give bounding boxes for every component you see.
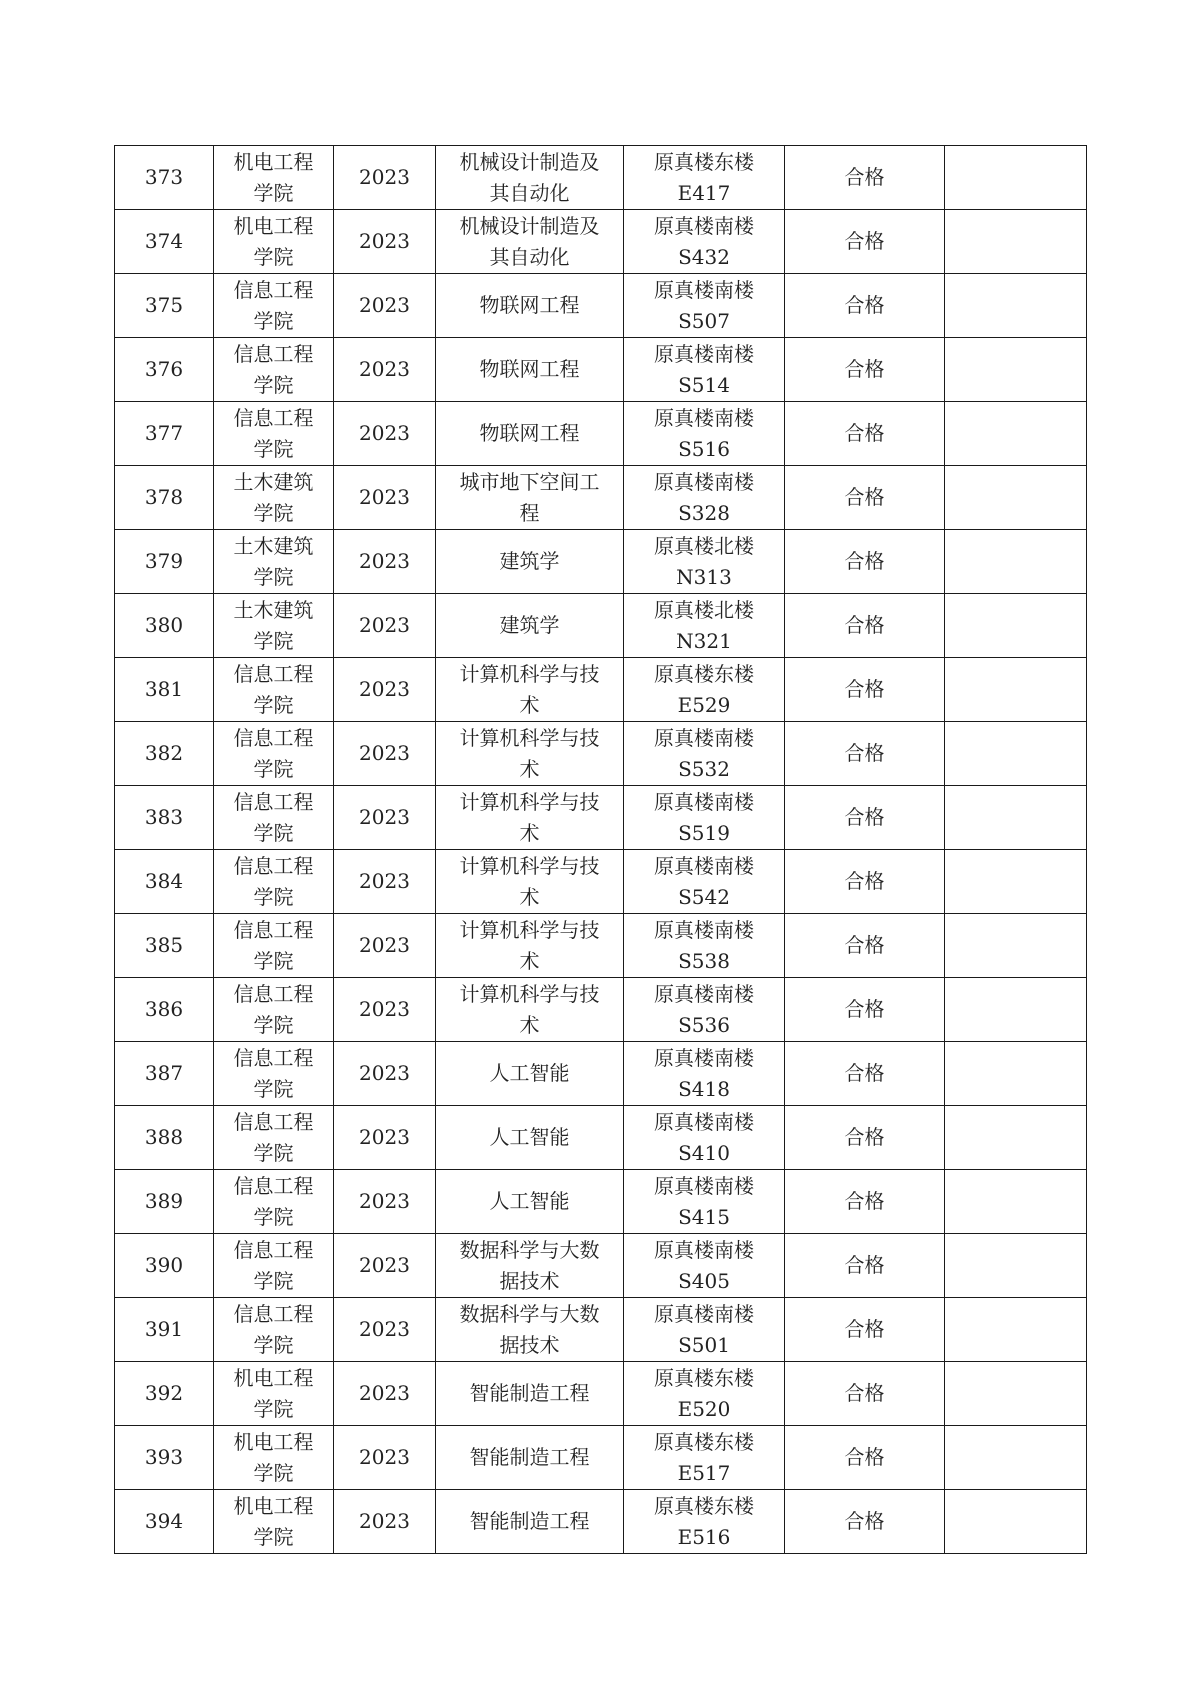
cell-college-line: 学院 xyxy=(253,180,294,205)
cell-note xyxy=(945,530,1087,594)
table-row xyxy=(115,1426,1087,1490)
cell-room xyxy=(624,1234,785,1298)
cell-room-line: S405 xyxy=(678,1268,730,1293)
cell-result: 合格 xyxy=(785,1426,945,1490)
cell-major xyxy=(436,210,624,274)
cell-major xyxy=(436,1362,624,1426)
cell-note xyxy=(945,146,1087,210)
cell-room-line: E517 xyxy=(677,1460,731,1485)
cell-college xyxy=(214,658,334,722)
cell-major-line: 其自动化 xyxy=(489,244,570,269)
cell-college xyxy=(214,594,334,658)
table-row xyxy=(115,1362,1087,1426)
cell-room xyxy=(624,1490,785,1554)
cell-room-line: 原真楼南楼 xyxy=(654,277,754,302)
cell-result: 合格 xyxy=(785,146,945,210)
cell-year: 2023 xyxy=(334,1490,436,1554)
cell-room-line: S532 xyxy=(678,756,730,781)
cell-major-line: 智能制造工程 xyxy=(469,1445,590,1469)
cell-result: 合格 xyxy=(785,786,945,850)
cell-room-line: 原真楼南楼 xyxy=(654,725,754,750)
cell-college-line: 机电工程 xyxy=(233,1429,314,1454)
cell-college-line: 信息工程 xyxy=(233,917,314,942)
cell-college-line: 学院 xyxy=(253,948,294,973)
cell-year: 2023 xyxy=(334,530,436,594)
cell-room-line: 原真楼南楼 xyxy=(654,853,754,878)
cell-college-line: 信息工程 xyxy=(233,661,314,686)
cell-note xyxy=(945,210,1087,274)
cell-room xyxy=(624,210,785,274)
cell-major-line: 术 xyxy=(519,948,540,973)
cell-room xyxy=(624,1170,785,1234)
cell-note xyxy=(945,466,1087,530)
cell-major xyxy=(436,786,624,850)
cell-note xyxy=(945,786,1087,850)
cell-room-line: E529 xyxy=(677,692,731,717)
cell-year: 2023 xyxy=(334,594,436,658)
cell-year: 2023 xyxy=(334,1362,436,1426)
cell-room-line: S507 xyxy=(678,308,730,333)
cell-college xyxy=(214,786,334,850)
cell-result: 合格 xyxy=(785,338,945,402)
cell-college-line: 土木建筑 xyxy=(233,533,314,558)
cell-college-line: 机电工程 xyxy=(233,1493,314,1518)
cell-year: 2023 xyxy=(334,850,436,914)
cell-result: 合格 xyxy=(785,530,945,594)
cell-room-line: S410 xyxy=(678,1140,730,1165)
cell-college xyxy=(214,274,334,338)
cell-college-line: 信息工程 xyxy=(233,1045,314,1070)
cell-college-line: 学院 xyxy=(253,1524,294,1549)
cell-college xyxy=(214,1490,334,1554)
cell-note xyxy=(945,1298,1087,1362)
cell-room-line: S519 xyxy=(678,820,730,845)
cell-year: 2023 xyxy=(334,146,436,210)
cell-college-line: 机电工程 xyxy=(233,149,314,174)
cell-number: 386 xyxy=(115,978,214,1042)
cell-year: 2023 xyxy=(334,1298,436,1362)
cell-major xyxy=(436,1170,624,1234)
cell-number: 375 xyxy=(115,274,214,338)
cell-result: 合格 xyxy=(785,1042,945,1106)
table-row xyxy=(115,1234,1087,1298)
cell-result: 合格 xyxy=(785,1106,945,1170)
cell-major-line: 计算机科学与技 xyxy=(459,981,600,1006)
cell-result: 合格 xyxy=(785,594,945,658)
cell-result: 合格 xyxy=(785,978,945,1042)
cell-number: 390 xyxy=(115,1234,214,1298)
cell-note xyxy=(945,1170,1087,1234)
cell-year: 2023 xyxy=(334,978,436,1042)
cell-college xyxy=(214,1170,334,1234)
cell-major-line: 智能制造工程 xyxy=(469,1509,590,1533)
cell-college-line: 学院 xyxy=(253,1076,294,1101)
cell-college-line: 学院 xyxy=(253,628,294,653)
cell-major-line: 计算机科学与技 xyxy=(459,917,600,942)
cell-room-line: E417 xyxy=(677,180,731,205)
cell-number: 374 xyxy=(115,210,214,274)
cell-major-line: 程 xyxy=(519,500,540,525)
cell-room xyxy=(624,530,785,594)
cell-college-line: 机电工程 xyxy=(233,213,314,238)
cell-major-line: 人工智能 xyxy=(489,1125,570,1149)
cell-college xyxy=(214,1042,334,1106)
cell-major-line: 数据科学与大数 xyxy=(459,1301,600,1326)
cell-college xyxy=(214,530,334,594)
cell-room xyxy=(624,786,785,850)
cell-number: 385 xyxy=(115,914,214,978)
table-row xyxy=(115,338,1087,402)
cell-college-line: 信息工程 xyxy=(233,1237,314,1262)
cell-room xyxy=(624,338,785,402)
cell-note xyxy=(945,1042,1087,1106)
cell-major xyxy=(436,722,624,786)
cell-year: 2023 xyxy=(334,338,436,402)
cell-room xyxy=(624,1298,785,1362)
cell-college-line: 机电工程 xyxy=(233,1365,314,1390)
cell-year: 2023 xyxy=(334,722,436,786)
cell-note xyxy=(945,722,1087,786)
cell-note xyxy=(945,850,1087,914)
table-row xyxy=(115,978,1087,1042)
cell-number: 391 xyxy=(115,1298,214,1362)
cell-college xyxy=(214,1426,334,1490)
cell-major-line: 术 xyxy=(519,1012,540,1037)
cell-note xyxy=(945,594,1087,658)
cell-room-line: 原真楼南楼 xyxy=(654,789,754,814)
cell-room xyxy=(624,722,785,786)
cell-number: 376 xyxy=(115,338,214,402)
table-row xyxy=(115,530,1087,594)
cell-college-line: 学院 xyxy=(253,564,294,589)
cell-year: 2023 xyxy=(334,1042,436,1106)
cell-major xyxy=(436,146,624,210)
cell-college-line: 学院 xyxy=(253,820,294,845)
cell-college-line: 学院 xyxy=(253,1460,294,1485)
cell-number: 384 xyxy=(115,850,214,914)
cell-year: 2023 xyxy=(334,1234,436,1298)
cell-room-line: S542 xyxy=(678,884,730,909)
cell-major-line: 术 xyxy=(519,820,540,845)
cell-college-line: 信息工程 xyxy=(233,277,314,302)
cell-result: 合格 xyxy=(785,1298,945,1362)
cell-result: 合格 xyxy=(785,402,945,466)
cell-college xyxy=(214,978,334,1042)
table-row xyxy=(115,210,1087,274)
cell-major-line: 术 xyxy=(519,756,540,781)
cell-room-line: 原真楼南楼 xyxy=(654,1237,754,1262)
cell-major-line: 建筑学 xyxy=(499,613,560,637)
cell-major-line: 其自动化 xyxy=(489,180,570,205)
cell-result: 合格 xyxy=(785,466,945,530)
cell-year: 2023 xyxy=(334,274,436,338)
cell-room xyxy=(624,594,785,658)
cell-college xyxy=(214,210,334,274)
cell-year: 2023 xyxy=(334,402,436,466)
cell-major-line: 术 xyxy=(519,692,540,717)
cell-number: 381 xyxy=(115,658,214,722)
cell-college-line: 信息工程 xyxy=(233,405,314,430)
cell-number: 392 xyxy=(115,1362,214,1426)
cell-room-line: 原真楼南楼 xyxy=(654,917,754,942)
cell-major-line: 计算机科学与技 xyxy=(459,725,600,750)
cell-room xyxy=(624,850,785,914)
cell-major-line: 人工智能 xyxy=(489,1061,570,1085)
cell-result: 合格 xyxy=(785,1362,945,1426)
table-body xyxy=(115,146,1087,1554)
cell-room xyxy=(624,658,785,722)
cell-major xyxy=(436,978,624,1042)
cell-year: 2023 xyxy=(334,210,436,274)
cell-result: 合格 xyxy=(785,850,945,914)
cell-room-line: 原真楼南楼 xyxy=(654,1045,754,1070)
cell-college-line: 学院 xyxy=(253,1268,294,1293)
table-row xyxy=(115,146,1087,210)
cell-room xyxy=(624,146,785,210)
cell-note xyxy=(945,658,1087,722)
cell-major-line: 术 xyxy=(519,884,540,909)
table-row xyxy=(115,1106,1087,1170)
cell-year: 2023 xyxy=(334,1170,436,1234)
cell-result: 合格 xyxy=(785,1170,945,1234)
cell-room xyxy=(624,466,785,530)
cell-room-line: S328 xyxy=(678,500,730,525)
cell-number: 383 xyxy=(115,786,214,850)
cell-college-line: 学院 xyxy=(253,308,294,333)
cell-room-line: N313 xyxy=(676,564,732,589)
cell-room-line: 原真楼东楼 xyxy=(654,661,754,686)
table-row xyxy=(115,722,1087,786)
cell-year: 2023 xyxy=(334,1426,436,1490)
cell-major xyxy=(436,402,624,466)
cell-college-line: 土木建筑 xyxy=(233,469,314,494)
cell-room-line: S432 xyxy=(678,244,730,269)
cell-major-line: 计算机科学与技 xyxy=(459,789,600,814)
cell-college-line: 学院 xyxy=(253,244,294,269)
cell-year: 2023 xyxy=(334,786,436,850)
cell-number: 388 xyxy=(115,1106,214,1170)
cell-year: 2023 xyxy=(334,658,436,722)
cell-room-line: 原真楼南楼 xyxy=(654,1173,754,1198)
cell-college-line: 信息工程 xyxy=(233,981,314,1006)
cell-major-line: 数据科学与大数 xyxy=(459,1237,600,1262)
cell-college-line: 信息工程 xyxy=(233,725,314,750)
cell-result: 合格 xyxy=(785,210,945,274)
cell-college xyxy=(214,914,334,978)
cell-major-line: 计算机科学与技 xyxy=(459,853,600,878)
cell-room-line: 原真楼北楼 xyxy=(654,533,754,558)
table-row xyxy=(115,402,1087,466)
cell-result: 合格 xyxy=(785,1490,945,1554)
cell-college-line: 信息工程 xyxy=(233,1173,314,1198)
cell-room-line: 原真楼东楼 xyxy=(654,1365,754,1390)
cell-college-line: 学院 xyxy=(253,436,294,461)
table-row xyxy=(115,594,1087,658)
cell-college xyxy=(214,1106,334,1170)
cell-note xyxy=(945,1426,1087,1490)
cell-major xyxy=(436,1234,624,1298)
table-row xyxy=(115,658,1087,722)
table-row xyxy=(115,1490,1087,1554)
cell-college-line: 学院 xyxy=(253,500,294,525)
cell-room-line: S516 xyxy=(678,436,730,461)
cell-major-line: 物联网工程 xyxy=(479,293,580,317)
table-row xyxy=(115,1042,1087,1106)
cell-college-line: 学院 xyxy=(253,1140,294,1165)
cell-room-line: 原真楼南楼 xyxy=(654,981,754,1006)
cell-major-line: 据技术 xyxy=(499,1332,560,1357)
table-row xyxy=(115,466,1087,530)
cell-major xyxy=(436,594,624,658)
cell-room-line: 原真楼东楼 xyxy=(654,1429,754,1454)
cell-number: 378 xyxy=(115,466,214,530)
cell-year: 2023 xyxy=(334,1106,436,1170)
cell-note xyxy=(945,1490,1087,1554)
cell-room-line: S418 xyxy=(678,1076,730,1101)
cell-number: 393 xyxy=(115,1426,214,1490)
cell-room-line: E520 xyxy=(677,1396,731,1421)
cell-major-line: 城市地下空间工 xyxy=(459,469,600,494)
cell-number: 387 xyxy=(115,1042,214,1106)
cell-major-line: 人工智能 xyxy=(489,1189,570,1213)
cell-year: 2023 xyxy=(334,914,436,978)
cell-room-line: S514 xyxy=(678,372,730,397)
cell-major xyxy=(436,914,624,978)
cell-college-line: 学院 xyxy=(253,1396,294,1421)
cell-major xyxy=(436,1298,624,1362)
cell-room-line: S415 xyxy=(678,1204,730,1229)
cell-room xyxy=(624,978,785,1042)
cell-room-line: 原真楼东楼 xyxy=(654,149,754,174)
cell-note xyxy=(945,1362,1087,1426)
table-row xyxy=(115,274,1087,338)
cell-room-line: S538 xyxy=(678,948,730,973)
cell-major-line: 机械设计制造及 xyxy=(459,149,600,174)
cell-college xyxy=(214,850,334,914)
cell-room-line: 原真楼南楼 xyxy=(654,1109,754,1134)
cell-note xyxy=(945,1106,1087,1170)
cell-room xyxy=(624,1426,785,1490)
cell-note xyxy=(945,338,1087,402)
cell-major-line: 智能制造工程 xyxy=(469,1381,590,1405)
cell-major-line: 据技术 xyxy=(499,1268,560,1293)
cell-result: 合格 xyxy=(785,274,945,338)
cell-major-line: 机械设计制造及 xyxy=(459,213,600,238)
cell-college xyxy=(214,1298,334,1362)
inspection-results-table xyxy=(114,145,1087,1554)
cell-major xyxy=(436,1042,624,1106)
cell-college-line: 学院 xyxy=(253,372,294,397)
cell-room xyxy=(624,402,785,466)
cell-room-line: S501 xyxy=(678,1332,730,1357)
cell-college-line: 土木建筑 xyxy=(233,597,314,622)
cell-college xyxy=(214,1362,334,1426)
cell-major xyxy=(436,1106,624,1170)
cell-number: 394 xyxy=(115,1490,214,1554)
cell-room-line: 原真楼北楼 xyxy=(654,597,754,622)
cell-room xyxy=(624,914,785,978)
cell-room xyxy=(624,274,785,338)
cell-result: 合格 xyxy=(785,914,945,978)
cell-room-line: 原真楼南楼 xyxy=(654,469,754,494)
cell-college xyxy=(214,338,334,402)
cell-room-line: E516 xyxy=(677,1524,731,1549)
cell-number: 380 xyxy=(115,594,214,658)
cell-college-line: 信息工程 xyxy=(233,341,314,366)
table-row xyxy=(115,914,1087,978)
cell-major xyxy=(436,338,624,402)
table-row xyxy=(115,1170,1087,1234)
cell-room-line: 原真楼南楼 xyxy=(654,213,754,238)
cell-college-line: 信息工程 xyxy=(233,1301,314,1326)
cell-major xyxy=(436,850,624,914)
cell-college xyxy=(214,146,334,210)
table-row xyxy=(115,786,1087,850)
cell-major-line: 建筑学 xyxy=(499,549,560,573)
cell-college xyxy=(214,722,334,786)
cell-room xyxy=(624,1106,785,1170)
cell-college-line: 学院 xyxy=(253,1332,294,1357)
cell-room xyxy=(624,1362,785,1426)
cell-room-line: 原真楼南楼 xyxy=(654,1301,754,1326)
cell-major xyxy=(436,658,624,722)
cell-note xyxy=(945,978,1087,1042)
cell-room-line: 原真楼南楼 xyxy=(654,341,754,366)
cell-college-line: 学院 xyxy=(253,1204,294,1229)
cell-year: 2023 xyxy=(334,466,436,530)
cell-college-line: 信息工程 xyxy=(233,789,314,814)
table-row xyxy=(115,850,1087,914)
cell-major xyxy=(436,530,624,594)
cell-room-line: 原真楼东楼 xyxy=(654,1493,754,1518)
cell-note xyxy=(945,274,1087,338)
table-row xyxy=(115,1298,1087,1362)
cell-major xyxy=(436,1490,624,1554)
cell-college-line: 学院 xyxy=(253,692,294,717)
cell-number: 389 xyxy=(115,1170,214,1234)
cell-room-line: N321 xyxy=(676,628,732,653)
cell-major-line: 物联网工程 xyxy=(479,421,580,445)
cell-number: 377 xyxy=(115,402,214,466)
cell-number: 373 xyxy=(115,146,214,210)
cell-college-line: 信息工程 xyxy=(233,1109,314,1134)
cell-college-line: 信息工程 xyxy=(233,853,314,878)
cell-major-line: 计算机科学与技 xyxy=(459,661,600,686)
cell-college xyxy=(214,1234,334,1298)
cell-major-line: 物联网工程 xyxy=(479,357,580,381)
cell-result: 合格 xyxy=(785,658,945,722)
cell-college xyxy=(214,402,334,466)
cell-major xyxy=(436,466,624,530)
cell-note xyxy=(945,402,1087,466)
cell-college-line: 学院 xyxy=(253,756,294,781)
cell-result: 合格 xyxy=(785,1234,945,1298)
cell-note xyxy=(945,914,1087,978)
cell-room xyxy=(624,1042,785,1106)
cell-room-line: S536 xyxy=(678,1012,730,1037)
cell-college-line: 学院 xyxy=(253,884,294,909)
cell-room-line: 原真楼南楼 xyxy=(654,405,754,430)
cell-college-line: 学院 xyxy=(253,1012,294,1037)
cell-major xyxy=(436,1426,624,1490)
cell-note xyxy=(945,1234,1087,1298)
cell-number: 382 xyxy=(115,722,214,786)
cell-number: 379 xyxy=(115,530,214,594)
cell-college xyxy=(214,466,334,530)
cell-result: 合格 xyxy=(785,722,945,786)
cell-major xyxy=(436,274,624,338)
